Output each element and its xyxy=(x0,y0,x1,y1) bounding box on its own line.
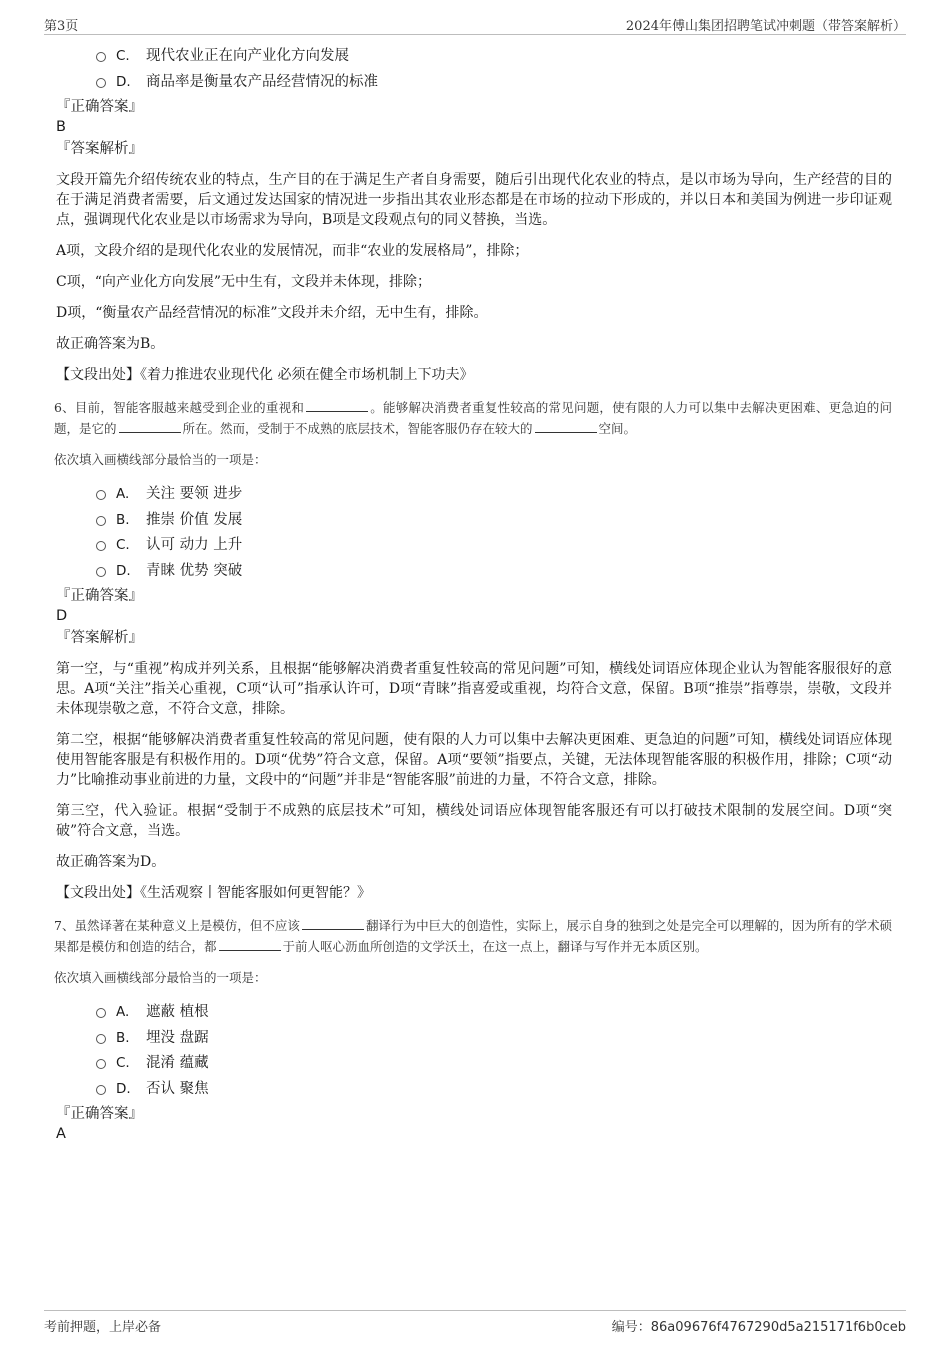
q6-option-a[interactable]: A. 关注 要领 进步 xyxy=(96,482,892,508)
q5-source: 【文段出处】《着力推进农业现代化 必须在健全市场机制上下功夫》 xyxy=(56,367,474,383)
q7-options xyxy=(96,1000,892,1102)
document-code: 编号：86a09676f4767290d5a215171f6b0ceb xyxy=(611,1320,906,1335)
q6-analysis-paragraph: 第一空，与“重视”构成并列关系，且根据“能够解决消费者重复性较高的常见问题”可知，横线处词语应体现企业认为智能客服很好的意思。A项“关注”指关心重视，C项“认可”指承认许可，D项“青睐”指喜爱或重视，均符合文意，保留。B项“推崇”指尊崇，崇敬，文段并未体现崇敬之意，不符合文意，排除。 xyxy=(56,661,892,717)
q7-option-a[interactable]: A. 遮蔽 植根 xyxy=(96,1000,892,1026)
blank-line xyxy=(302,915,364,930)
radio-icon[interactable] xyxy=(96,78,106,88)
q7-stem: 7、虽然译著在某种意义上是模仿，但不应该 翻译行为中巨大的创造性，实际上，展示自身的独到之处是完全可以理解的，因为所有的学术硕果都是模仿和创造的结合，都 于前人呕心沥血所创造的文学沃土，在这一点上，翻译与写作并无本质区别。 xyxy=(54,915,892,957)
q5-answer: B xyxy=(56,119,66,135)
q6-options xyxy=(96,482,892,584)
q7-answer-label: 『正确答案』 xyxy=(56,1106,143,1122)
radio-icon[interactable] xyxy=(96,52,106,62)
q6-stem: 6、目前，智能客服越来越受到企业的重视和 。能够解决消费者重复性较高的常见问题，使有限的人力可以集中去解决更困难、更急迫的问题，是它的 所在。然而，受制于不成熟的底层技术，智能客服仍存在较大的 空间。 xyxy=(54,397,892,439)
radio-icon[interactable] xyxy=(96,1008,106,1018)
q5-analysis-paragraph: C项，“向产业化方向发展”无中生有，文段并未体现，排除； xyxy=(56,274,432,290)
q5-analysis-paragraph: A项，文段介绍的是现代化农业的发展情况，而非“农业的发展格局”，排除； xyxy=(56,243,529,259)
q7-option-c[interactable]: C. 混淆 蕴藏 xyxy=(96,1051,892,1077)
q6-instruction: 依次填入画横线部分最恰当的一项是： xyxy=(54,452,267,467)
radio-icon[interactable] xyxy=(96,567,106,577)
q6-answer: D xyxy=(56,608,68,624)
q7-option-d[interactable]: D. 否认 聚焦 xyxy=(96,1077,892,1103)
q5-options xyxy=(96,44,892,95)
q6-analysis-paragraph: 故正确答案为D。 xyxy=(56,854,166,870)
q5-option-c[interactable]: C. 现代农业正在向产业化方向发展 xyxy=(96,44,892,70)
page-number: 第3页 xyxy=(44,19,79,34)
blank-line xyxy=(119,418,181,433)
q7-answer: A xyxy=(56,1126,66,1142)
footer-slogan: 考前押题，上岸必备 xyxy=(44,1320,162,1335)
page-header xyxy=(44,12,906,35)
radio-icon[interactable] xyxy=(96,1085,106,1095)
q5-analysis-paragraph: 文段开篇先介绍传统农业的特点，生产目的在于满足生产者自身需要，随后引出现代化农业的特点，是以市场为导向，生产经营的目的在于满足消费者需要，后文通过发达国家的情况进一步指出其农业形态都是在市场的拉动下形成的，并以日本和美国为例进一步印证观点，强调现代化农业是以市场需求为导向，B项是文段观点句的同义替换，当选。 xyxy=(56,172,892,228)
q5-analysis-label: 『答案解析』 xyxy=(56,141,143,157)
q7-instruction: 依次填入画横线部分最恰当的一项是： xyxy=(54,970,267,985)
q6-analysis-paragraph: 第二空，根据“能够解决消费者重复性较高的常见问题，使有限的人力可以集中去解决更困难、更急迫的问题”可知，横线处词语应体现使用智能客服是有积极作用的。D项“优势”符合文意，保留。A项“要领”指要点，关键，无法体现智能客服的积极作用，排除；C项“动力”比喻推动事业前进的力量，文段中的“问题”并非是“智能客服”前进的力量，不符合文意，排除。 xyxy=(56,732,892,788)
q5-analysis-paragraph: D项，“衡量农产品经营情况的标准”文段并未介绍，无中生有，排除。 xyxy=(56,305,488,321)
q5-analysis-paragraph: 故正确答案为B。 xyxy=(56,336,165,352)
blank-line xyxy=(306,397,368,412)
radio-icon[interactable] xyxy=(96,541,106,551)
q6-option-c[interactable]: C. 认可 动力 上升 xyxy=(96,533,892,559)
radio-icon[interactable] xyxy=(96,1034,106,1044)
q6-analysis-label: 『答案解析』 xyxy=(56,630,143,646)
main-content xyxy=(56,44,892,1146)
q5-answer-label: 『正确答案』 xyxy=(56,99,143,115)
radio-icon[interactable] xyxy=(96,490,106,500)
page-footer xyxy=(44,1310,906,1335)
radio-icon[interactable] xyxy=(96,516,106,526)
q6-option-d[interactable]: D. 青睐 优势 突破 xyxy=(96,559,892,585)
document-title: 2024年傅山集团招聘笔试冲刺题（带答案解析） xyxy=(625,19,906,34)
blank-line xyxy=(219,936,281,951)
q5-option-d[interactable]: D. 商品率是衡量农产品经营情况的标准 xyxy=(96,70,892,96)
q6-analysis-paragraph: 第三空，代入验证。根据“受制于不成熟的底层技术”可知，横线处词语应体现智能客服还有可以打破技术限制的发展空间。D项“突破”符合文意，当选。 xyxy=(56,803,892,839)
q6-source: 【文段出处】《生活观察丨智能客服如何更智能？》 xyxy=(56,885,371,901)
q6-answer-label: 『正确答案』 xyxy=(56,588,143,604)
blank-line xyxy=(535,418,597,433)
radio-icon[interactable] xyxy=(96,1059,106,1069)
q7-option-b[interactable]: B. 埋没 盘踞 xyxy=(96,1026,892,1052)
q6-option-b[interactable]: B. 推崇 价值 发展 xyxy=(96,508,892,534)
